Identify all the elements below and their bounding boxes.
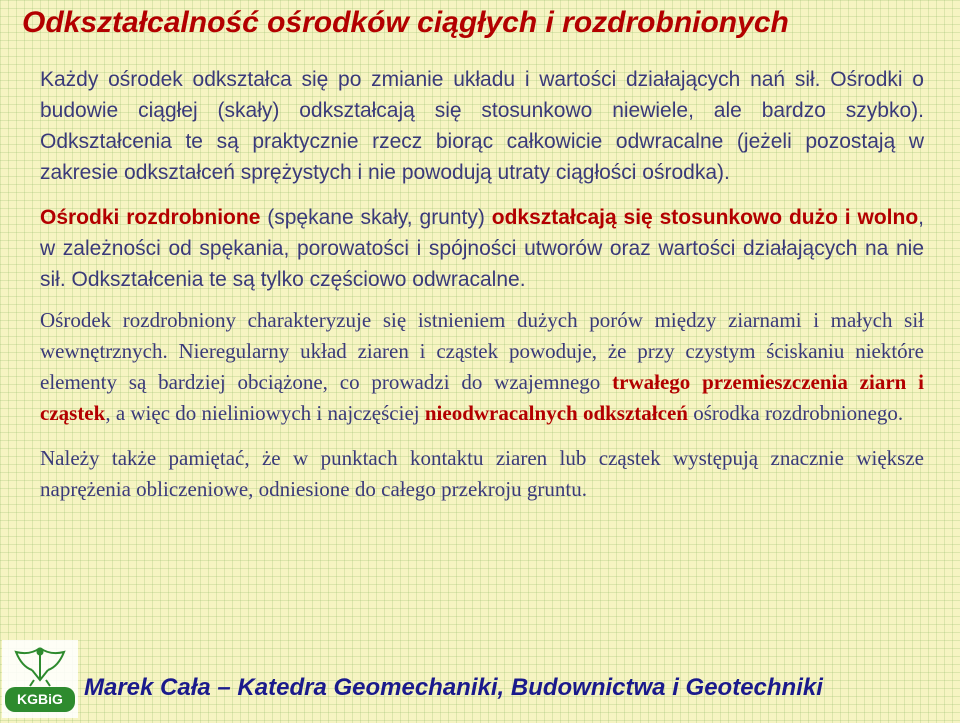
paragraph-fragmented-media	[40, 202, 924, 295]
text-fragment: , a więc do nieliniowych i najczęściej	[105, 401, 425, 425]
footer-author: Marek Cała – Katedra Geomechaniki, Budownictwa i Geotechniki	[84, 674, 823, 701]
text-fragment: Ośrodek rozdrobniony charakteryzuje się istnieniem dużych porów między ziarnami i małych sił wewnętrznych. Nieregularny układ ziaren i cząstek powoduje, że przy czystym ściskaniu niektóre elementy są bardziej obciążone, co prowadzi do wzajemnego	[40, 308, 924, 394]
text-fragment: (spękane skały, grunty)	[260, 206, 492, 229]
slide-content	[40, 64, 924, 519]
paragraph-continuous-media: Każdy ośrodek odkształca się po zmianie układu i wartości działających nań sił. Ośrodki o budowie ciągłej (skały) odkształcają się stosunkowo niewiele, ale bardzo szybko). Odkształcenia te są praktycznie rzecz biorąc całkowicie odwracalne (jeżeli pozostają w zakresie odkształceń sprężystych i nie powodują utraty ciągłości ośrodka).	[40, 68, 924, 184]
text-fragment: ośrodka rozdrobnionego.	[687, 401, 904, 425]
highlight-fragmented-media: Ośrodki rozdrobnione	[40, 206, 261, 229]
paragraph-contact-stresses: Należy także pamiętać, że w punktach kontaktu ziaren lub cząstek występują znacznie większe naprężenia obliczeniowe, odniesione do całego przekroju gruntu.	[40, 446, 924, 501]
highlight-irreversible-deformation: nieodwracalnych odkształceń	[424, 401, 688, 425]
text-fragment: , w zależności od spękania, porowatości i spójności utworów oraz wartości działających na nie sił. Odkształcenia te są tylko częściowo odwracalne.	[40, 206, 925, 291]
highlight-deformation: odkształcają się stosunkowo dużo i wolno	[491, 206, 919, 229]
kgbig-logo	[2, 640, 78, 718]
page-title: Odkształcalność ośrodków ciągłych i rozdrobnionych	[22, 6, 789, 39]
paragraph-fragmented-medium-description	[40, 305, 924, 429]
highlight-permanent-displacement: trwałego przemieszczenia ziarn i cząstek	[40, 370, 925, 425]
logo-text: KGBiG	[17, 691, 63, 707]
